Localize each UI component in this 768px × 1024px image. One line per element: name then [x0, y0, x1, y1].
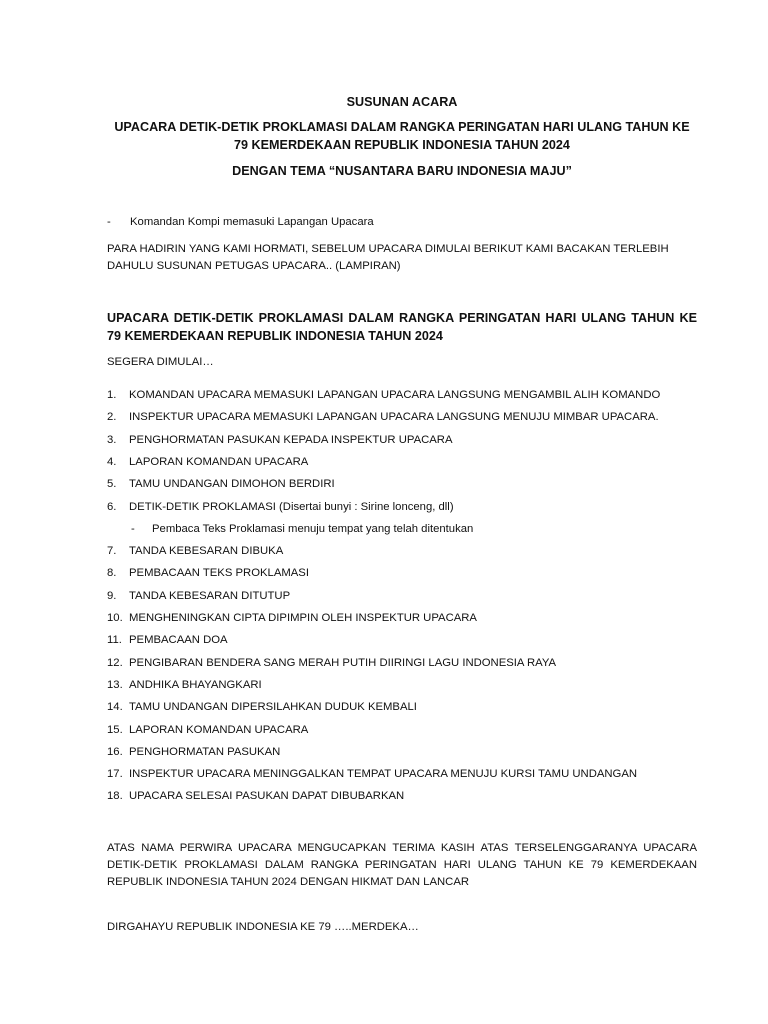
agenda-item-text: KOMANDAN UPACARA MEMASUKI LAPANGAN UPACARA LANGSUNG MENGAMBIL ALIH KOMANDO [129, 389, 661, 401]
document-title: SUSUNAN ACARA [346, 95, 458, 109]
final-salute: DIRGAHAYU REPUBLIK INDONESIA KE 79 …..MERDEKA… [107, 921, 419, 933]
agenda-item-text: PENGIBARAN BENDERA SANG MERAH PUTIH DIIRINGI LAGU INDONESIA RAYA [129, 656, 557, 669]
agenda-item-text: UPACARA SELESAI PASUKAN DAPAT DIBUBARKAN [129, 790, 405, 803]
agenda-item-number: 7. [107, 545, 117, 558]
agenda-item-number: 8. [107, 567, 117, 580]
agenda-item-text: PEMBACAAN TEKS PROKLAMASI [129, 567, 309, 580]
agenda-item-text: INSPEKTUR UPACARA MENINGGALKAN TEMPAT UPACARA MENUJU KURSI TAMU UNDANGAN [129, 768, 638, 781]
agenda-item-text: Pembaca Teks Proklamasi menuju tempat yang telah ditentukan [152, 522, 474, 535]
intro-paragraph: PARA HADIRIN YANG KAMI HORMATI, SEBELUM UPACARA DIMULAI BERIKUT KAMI BACAKAN TERLEBIH DAHULU SUSUNAN PETUGAS UPACARA.. (LAMPIRAN) [107, 243, 669, 272]
agenda-item-number: 1. [107, 389, 117, 401]
agenda-item-number: 12. [107, 656, 123, 669]
pre-ceremony-text: Komandan Kompi memasuki Lapangan Upacara [130, 216, 374, 228]
agenda-heading: UPACARA DETIK-DETIK PROKLAMASI DALAM RANGKA PERINGATAN HARI ULANG TAHUN KE 79 KEMERDEKAAN REPUBLIK INDONESIA TAHUN 2024 [107, 311, 697, 343]
agenda-item-text: DETIK-DETIK PROKLAMASI (Disertai bunyi : Sirine lonceng, dll) [129, 500, 454, 513]
agenda-item-number: 3. [107, 433, 117, 446]
agenda-item-number: 17. [107, 768, 123, 781]
agenda-item-text: TAMU UNDANGAN DIMOHON BERDIRI [129, 478, 335, 491]
agenda-item-number: 18. [107, 790, 123, 803]
document-title-theme: DENGAN TEMA “NUSANTARA BARU INDONESIA MAJU” [232, 164, 572, 178]
agenda-item-text: PENGHORMATAN PASUKAN KEPADA INSPEKTUR UPACARA [129, 433, 453, 446]
closing-paragraph: ATAS NAMA PERWIRA UPACARA MENGUCAPKAN TERIMA KASIH ATAS TERSELENGGARANYA UPACARA DETIK-DETIK PROKLAMASI DALAM RANGKA PERINGATAN HARI ULANG TAHUN KE 79 KEMERDEKAAN REPUBLIK INDONESIA TAHUN 2024 DENGAN HIKMAT DAN LANCAR [107, 842, 697, 888]
agenda-item-number: 10. [107, 612, 123, 624]
agenda-item-text: ANDHIKA BHAYANGKARI [129, 678, 262, 691]
agenda-item-number: 11. [107, 634, 122, 647]
agenda-item-number: 6. [107, 500, 117, 513]
agenda-item-text: INSPEKTUR UPACARA MEMASUKI LAPANGAN UPACARA LANGSUNG MENUJU MIMBAR UPACARA. [129, 411, 659, 424]
agenda-item-number: 4. [107, 455, 117, 468]
document-page [107, 93, 697, 933]
agenda-item-text: TAMU UNDANGAN DIPERSILAHKAN DUDUK KEMBALI [129, 701, 417, 714]
agenda-item-text: MENGHENINGKAN CIPTA DIPIMPIN OLEH INSPEKTUR UPACARA [129, 612, 477, 624]
agenda-item-text: PEMBACAAN DOA [129, 634, 228, 647]
agenda-item-number: 2. [107, 411, 117, 424]
agenda-item-number: 13. [107, 678, 123, 691]
agenda-item-number: 5. [107, 478, 117, 491]
agenda-item-number: - [131, 522, 135, 535]
agenda-item-number: 15. [107, 723, 123, 736]
agenda-item-text: TANDA KEBESARAN DIBUKA [129, 545, 284, 558]
agenda-item-number: 16. [107, 745, 123, 758]
dash-bullet: - [107, 216, 111, 228]
document-title-event: UPACARA DETIK-DETIK PROKLAMASI DALAM RANGKA PERINGATAN HARI ULANG TAHUN KE 79 KEMERDEKAAN REPUBLIK INDONESIA TAHUN 2024 [114, 120, 690, 152]
agenda-item-number: 9. [107, 589, 117, 602]
agenda-item-text: TANDA KEBESARAN DITUTUP [129, 589, 291, 602]
agenda-item-text: PENGHORMATAN PASUKAN [129, 745, 281, 758]
agenda-item-text: LAPORAN KOMANDAN UPACARA [129, 455, 309, 468]
agenda-item-number: 14. [107, 701, 123, 714]
start-announcement: SEGERA DIMULAI… [107, 356, 214, 368]
agenda-item-text: LAPORAN KOMANDAN UPACARA [129, 723, 309, 736]
